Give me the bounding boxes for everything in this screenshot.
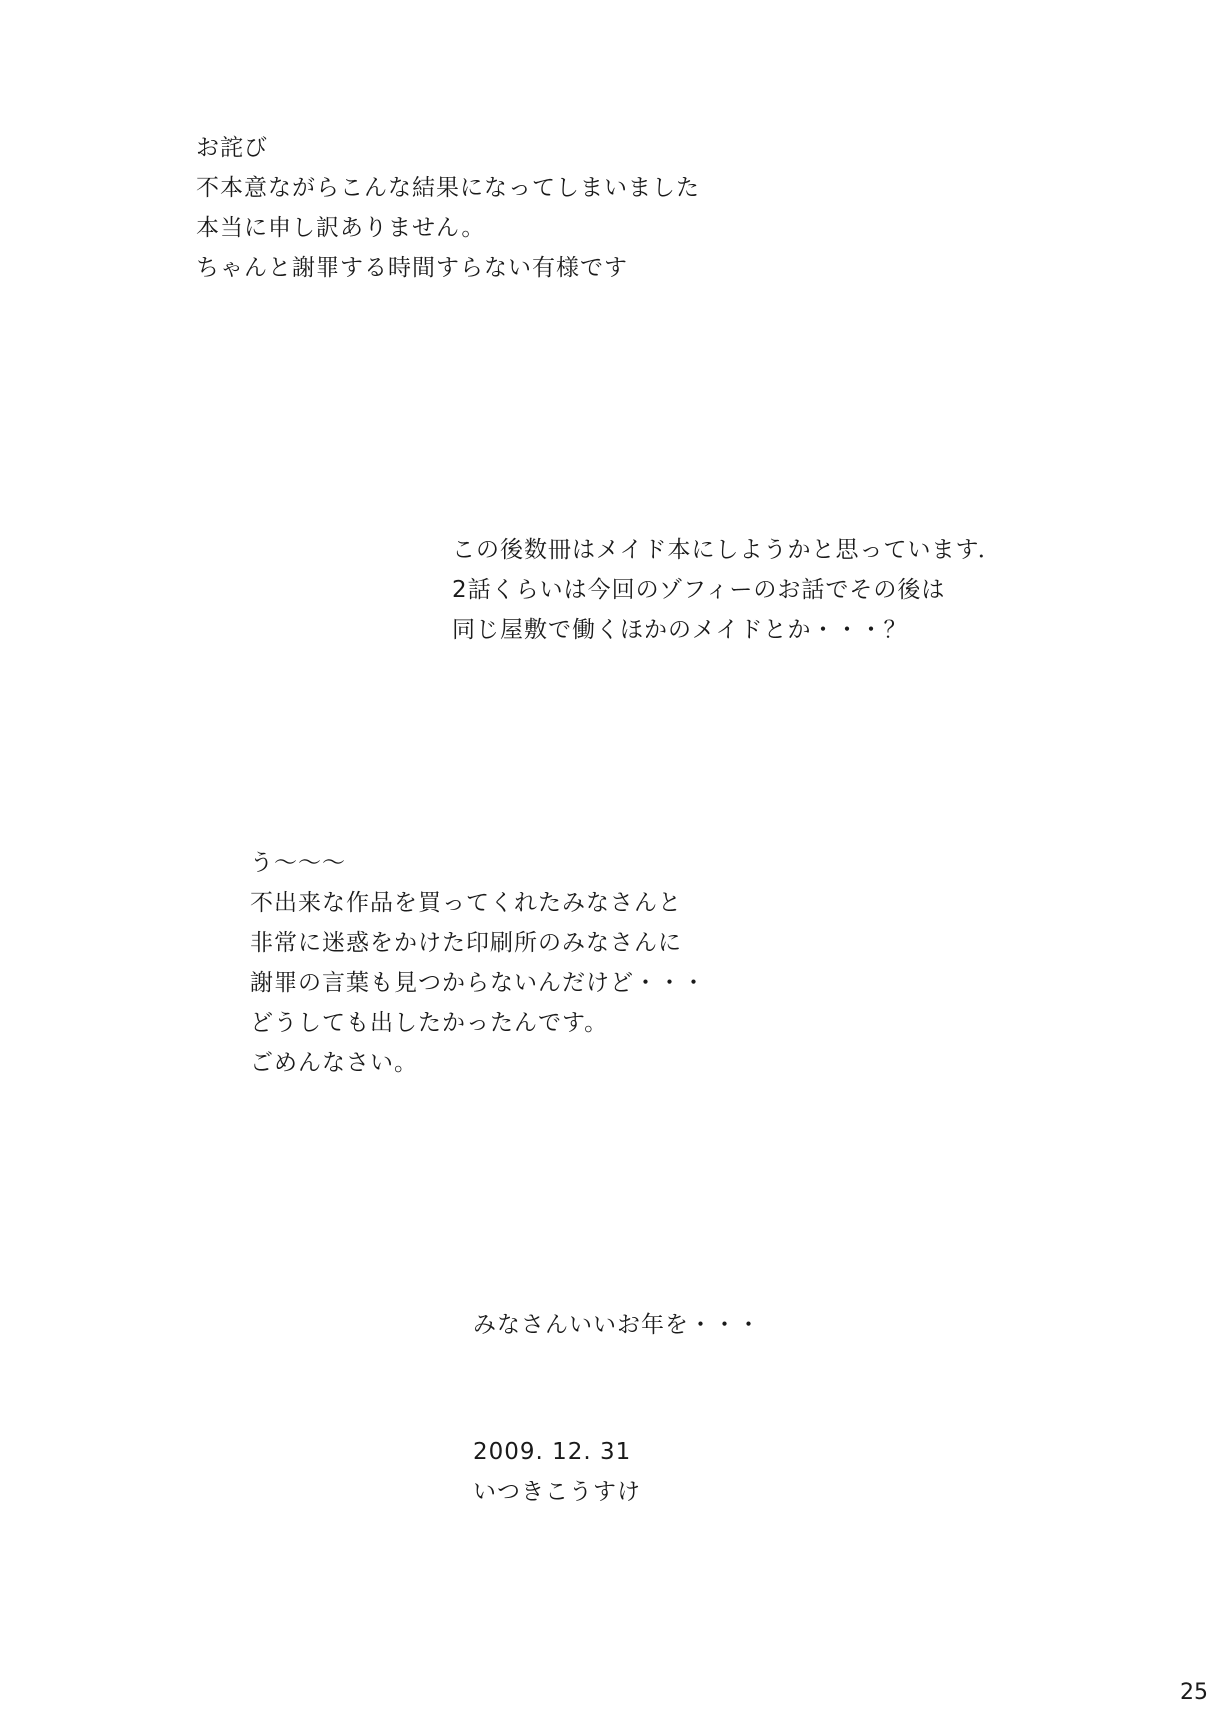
apology-heading: お詫び <box>196 135 268 161</box>
greeting-line: みなさんいいお年を・・・ <box>473 1312 761 1338</box>
plans-line: この後数冊はメイド本にしようかと思っています． <box>452 537 1002 563</box>
signature-date: 2009. 12. 31 <box>473 1439 632 1465</box>
plans-section <box>452 530 1002 650</box>
regret-line: どうしても出したかったんです。 <box>250 1010 609 1036</box>
regret-line: 非常に迷惑をかけた印刷所のみなさんに <box>250 930 682 956</box>
plans-line: 同じ屋敷で働くほかのメイドとか・・・？ <box>452 617 908 643</box>
signature-section <box>473 1432 641 1512</box>
regret-section <box>250 843 706 1083</box>
page-number: 25 <box>1180 1680 1208 1705</box>
apology-line: 不本意ながらこんな結果になってしまいました <box>196 175 700 201</box>
apology-section <box>196 128 700 288</box>
apology-line: ちゃんと謝罪する時間すらない有様です <box>196 255 628 281</box>
greeting-section <box>473 1305 761 1345</box>
regret-line: 不出来な作品を買ってくれたみなさんと <box>250 890 682 916</box>
plans-line: 2話くらいは今回のゾフィーのお話でその後は <box>452 577 946 603</box>
regret-line: う～～～ <box>250 850 346 876</box>
apology-line: 本当に申し訳ありません。 <box>196 215 486 241</box>
regret-line: ごめんなさい。 <box>250 1050 418 1076</box>
regret-line: 謝罪の言葉も見つからないんだけど・・・ <box>250 970 706 996</box>
signature-author: いつきこうすけ <box>473 1479 641 1505</box>
